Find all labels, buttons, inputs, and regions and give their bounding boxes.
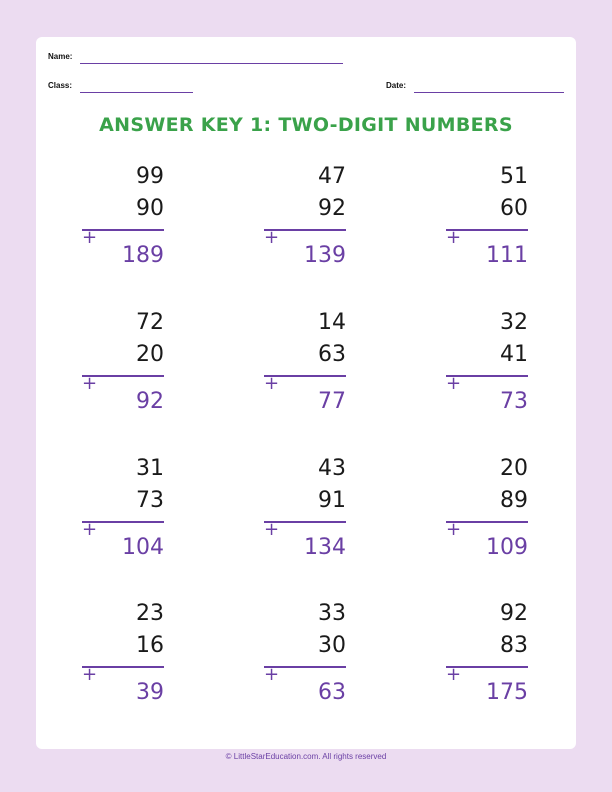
addend-top: 33 xyxy=(318,601,346,626)
addend-bottom: 90 xyxy=(136,196,164,221)
addend-top: 92 xyxy=(500,601,528,626)
answer-value: 77 xyxy=(318,389,346,414)
plus-sign: + xyxy=(446,664,462,685)
addition-problem xyxy=(264,458,346,568)
answer-value: 189 xyxy=(122,243,164,268)
addend-bottom: 83 xyxy=(500,633,528,658)
plus-sign: + xyxy=(264,373,280,394)
addition-problem xyxy=(264,166,346,276)
plus-sign: + xyxy=(446,227,462,248)
class-label: Class: xyxy=(48,81,73,90)
addition-problem xyxy=(82,312,164,422)
answer-value: 139 xyxy=(304,243,346,268)
addend-top: 32 xyxy=(500,310,528,335)
addend-bottom: 30 xyxy=(318,633,346,658)
plus-sign: + xyxy=(82,227,98,248)
date-label: Date: xyxy=(386,81,407,90)
addition-problem xyxy=(264,603,346,713)
addend-top: 72 xyxy=(136,310,164,335)
addend-bottom: 20 xyxy=(136,342,164,367)
answer-value: 39 xyxy=(136,680,164,705)
addition-problem xyxy=(82,603,164,713)
addend-bottom: 91 xyxy=(318,488,346,513)
addend-bottom: 92 xyxy=(318,196,346,221)
copyright-footer: © LittleStarEducation.com. All rights reserved xyxy=(225,752,387,761)
addend-top: 14 xyxy=(318,310,346,335)
addition-problem xyxy=(446,603,528,713)
answer-value: 111 xyxy=(486,243,528,268)
answer-value: 134 xyxy=(304,535,346,560)
answer-value: 175 xyxy=(486,680,528,705)
plus-sign: + xyxy=(446,373,462,394)
addend-top: 31 xyxy=(136,456,164,481)
addend-bottom: 73 xyxy=(136,488,164,513)
addend-top: 99 xyxy=(136,164,164,189)
addition-problem xyxy=(82,458,164,568)
addend-top: 20 xyxy=(500,456,528,481)
answer-value: 63 xyxy=(318,680,346,705)
addition-problem xyxy=(446,166,528,276)
addend-bottom: 60 xyxy=(500,196,528,221)
addend-bottom: 89 xyxy=(500,488,528,513)
addend-bottom: 16 xyxy=(136,633,164,658)
name-label: Name: xyxy=(48,52,73,61)
addend-top: 47 xyxy=(318,164,346,189)
plus-sign: + xyxy=(82,373,98,394)
class-field[interactable] xyxy=(80,92,193,93)
plus-sign: + xyxy=(264,227,280,248)
addend-bottom: 63 xyxy=(318,342,346,367)
plus-sign: + xyxy=(82,519,98,540)
addition-problem xyxy=(82,166,164,276)
page-title: ANSWER KEY 1: TWO-DIGIT NUMBERS xyxy=(99,114,513,136)
plus-sign: + xyxy=(264,664,280,685)
plus-sign: + xyxy=(264,519,280,540)
answer-value: 109 xyxy=(486,535,528,560)
addend-top: 51 xyxy=(500,164,528,189)
addend-top: 23 xyxy=(136,601,164,626)
addition-problem xyxy=(264,312,346,422)
plus-sign: + xyxy=(82,664,98,685)
answer-value: 104 xyxy=(122,535,164,560)
answer-value: 92 xyxy=(136,389,164,414)
answer-value: 73 xyxy=(500,389,528,414)
addend-top: 43 xyxy=(318,456,346,481)
date-field[interactable] xyxy=(414,92,564,93)
addition-problem xyxy=(446,312,528,422)
addend-bottom: 41 xyxy=(500,342,528,367)
addition-problem xyxy=(446,458,528,568)
name-field[interactable] xyxy=(80,63,343,64)
plus-sign: + xyxy=(446,519,462,540)
